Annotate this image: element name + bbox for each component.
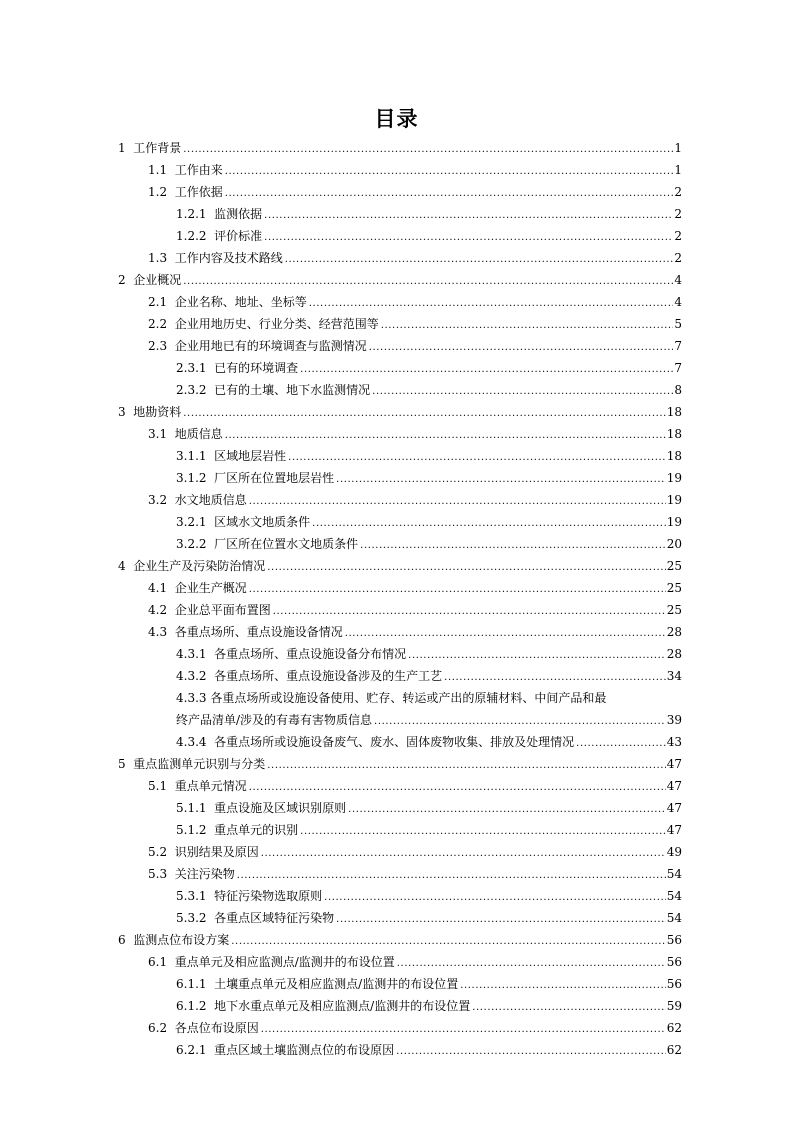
toc-entry-page: 47: [666, 779, 682, 793]
toc-entry-page: 1: [674, 141, 682, 155]
toc-entry-page: 62: [666, 1021, 682, 1035]
toc-entry-page: 7: [674, 339, 682, 353]
toc-entry-page: 5: [674, 317, 682, 331]
toc-entry[interactable]: [118, 757, 682, 773]
toc-entry-label: 1.2.2 评价标准: [176, 229, 263, 243]
toc-entry-label: 2.1 企业名称、地址、坐标等: [148, 295, 307, 309]
toc-entry-label: 5.2 识别结果及原因: [148, 845, 259, 859]
toc-entry[interactable]: [176, 515, 682, 531]
toc-entry-page: 47: [666, 801, 682, 815]
toc-entry-label: 6.1 重点单元及相应监测点/监测井的布设位置: [148, 955, 395, 969]
toc-entry[interactable]: [176, 449, 682, 465]
toc-entry-page: 18: [666, 427, 682, 441]
toc-entry-label: 1.1 工作由来: [148, 163, 223, 177]
toc-entry[interactable]: [176, 801, 682, 817]
toc-entry-label: 3.2.2 厂区所在位置水文地质条件: [176, 537, 359, 551]
toc-entry-page: 7: [674, 361, 682, 375]
toc-entry-label: 终产品清单/涉及的有毒有害物质信息: [176, 713, 373, 727]
toc-entry-label-line1[interactable]: 4.3.3 各重点场所或设施设备使用、贮存、转运或产出的原辅材料、中间产品和最: [176, 691, 607, 705]
toc-entry[interactable]: [176, 735, 682, 751]
toc-entry-page: 28: [666, 647, 682, 661]
toc-entry-page: 2: [674, 229, 682, 243]
toc-entry-label: 5.1.1 重点设施及区域识别原则: [176, 801, 347, 815]
toc-entry-label: 6.2.1 重点区域土壤监测点位的布设原因: [176, 1043, 395, 1057]
toc-entry-page: 4: [674, 273, 682, 287]
toc-entry[interactable]: [176, 647, 682, 663]
toc-entry-label: 6.1.1 土壤重点单元及相应监测点/监测井的布设位置: [176, 977, 459, 991]
toc-entry[interactable]: [148, 163, 682, 179]
toc-entry[interactable]: [176, 713, 682, 729]
toc-entry-page: 25: [666, 581, 682, 595]
toc-entry[interactable]: [176, 1043, 682, 1059]
toc-entry-page: 54: [666, 867, 682, 881]
toc-entry-label: 5 重点监测单元识别与分类: [118, 757, 266, 771]
toc-entry[interactable]: [118, 559, 682, 575]
toc-entry[interactable]: [148, 427, 682, 443]
toc-entry-page: 39: [666, 713, 682, 727]
toc-entry-page: 18: [666, 449, 682, 463]
toc-entry-label: 4.2 企业总平面布置图: [148, 603, 271, 617]
toc-entry[interactable]: [148, 581, 682, 597]
toc-entry-label: 2.3.1 已有的环境调查: [176, 361, 299, 375]
toc-entry-label: 1 工作背景: [118, 141, 182, 155]
toc-entry-page: 2: [674, 251, 682, 265]
toc-entry-page: 54: [666, 889, 682, 903]
toc-entry[interactable]: [148, 955, 682, 971]
toc-entry[interactable]: [176, 823, 682, 839]
toc-entry-page: 62: [666, 1043, 682, 1057]
toc-entry-label: 6.1.2 地下水重点单元及相应监测点/监测井的布设位置: [176, 999, 471, 1013]
toc-entry[interactable]: [148, 625, 682, 641]
toc-entry-label: 3.2.1 区域水文地质条件: [176, 515, 311, 529]
toc-entry[interactable]: [176, 229, 682, 245]
toc-entry[interactable]: [148, 493, 682, 509]
toc-entry-label: 1.3 工作内容及技术路线: [148, 251, 283, 265]
toc-entry-label: 5.3 关注污染物: [148, 867, 235, 881]
toc-entry-label: 4.3.1 各重点场所、重点设施设备分布情况: [176, 647, 407, 661]
toc-entry[interactable]: [176, 911, 682, 927]
toc-entry-page: 28: [666, 625, 682, 639]
toc-entry[interactable]: [148, 867, 682, 883]
toc-entry-label: 5.3.1 特征污染物选取原则: [176, 889, 323, 903]
toc-entry-page: 47: [666, 823, 682, 837]
toc-entry-page: 20: [666, 537, 682, 551]
toc-entry[interactable]: [148, 317, 682, 333]
toc-entry[interactable]: [176, 889, 682, 905]
toc-entry-page: 25: [666, 559, 682, 573]
toc-entry-label: 4.3 各重点场所、重点设施设备情况: [148, 625, 343, 639]
toc-entry-label: 4.3.2 各重点场所、重点设施设备涉及的生产工艺: [176, 669, 443, 683]
toc-entry-page: 1: [674, 163, 682, 177]
toc-entry-page: 47: [666, 757, 682, 771]
toc-entry-label: 5.1.2 重点单元的识别: [176, 823, 299, 837]
toc-entry[interactable]: [176, 207, 682, 223]
toc-entry-label: 6 监测点位布设方案: [118, 933, 230, 947]
toc-entry-page: 19: [666, 515, 682, 529]
toc-entry-label: 4.1 企业生产概况: [148, 581, 247, 595]
toc-entry-page: 2: [674, 207, 682, 221]
toc-entry-label: 3 地勘资料: [118, 405, 182, 419]
toc-entry[interactable]: [148, 185, 682, 201]
toc-entry-label: 3.1.2 厂区所在位置地层岩性: [176, 471, 335, 485]
toc-entry-label: 2.2 企业用地历史、行业分类、经营范围等: [148, 317, 379, 331]
toc-entry-page: 54: [666, 911, 682, 925]
toc-entry-label: 3.1.1 区域地层岩性: [176, 449, 287, 463]
toc-entry-page: 34: [666, 669, 682, 683]
toc-entry-label: 2.3 企业用地已有的环境调查与监测情况: [148, 339, 367, 353]
toc-entry-label: 2.3.2 已有的土壤、地下水监测情况: [176, 383, 371, 397]
toc-entry[interactable]: [118, 405, 682, 421]
toc-entry[interactable]: [176, 669, 682, 685]
toc-entry[interactable]: [148, 339, 682, 355]
toc-entry[interactable]: [148, 779, 682, 795]
toc-entry-label: 5.1 重点单元情况: [148, 779, 247, 793]
toc-entry[interactable]: [176, 537, 682, 553]
toc-entry-label: 5.3.2 各重点区域特征污染物: [176, 911, 335, 925]
toc-entry-page: 25: [666, 603, 682, 617]
toc-entry-label: 4 企业生产及污染防治情况: [118, 559, 266, 573]
toc-entry[interactable]: [148, 295, 682, 311]
toc-entry-label: 6.2 各点位布设原因: [148, 1021, 259, 1035]
toc-entry-page: 18: [666, 405, 682, 419]
toc-entry-label: 3.2 水文地质信息: [148, 493, 247, 507]
toc-entry-page: 2: [674, 185, 682, 199]
toc-entry[interactable]: [148, 603, 682, 619]
toc-entry-label: 4.3.4 各重点场所或设施设备废气、废水、固体废物收集、排放及处理情况: [176, 735, 575, 749]
toc-entry-page: 49: [666, 845, 682, 859]
toc-entry-page: 56: [666, 977, 682, 991]
toc-entry[interactable]: [118, 273, 682, 289]
toc-entry-label: 1.2 工作依据: [148, 185, 223, 199]
toc-entry[interactable]: [176, 977, 682, 993]
toc-entry[interactable]: [118, 933, 682, 949]
toc-entry[interactable]: [148, 1021, 682, 1037]
page-title: 目录: [374, 107, 419, 131]
toc-entry[interactable]: [148, 251, 682, 267]
toc-entry-page: 56: [666, 955, 682, 969]
toc-entry-page: 43: [666, 735, 682, 749]
toc-entry[interactable]: [176, 471, 682, 487]
toc-entry-page: 19: [666, 471, 682, 485]
toc-entry[interactable]: [176, 999, 682, 1015]
toc-entry[interactable]: [176, 383, 682, 399]
toc-entry[interactable]: [118, 141, 682, 157]
toc-entry-page: 4: [674, 295, 682, 309]
toc-entry-page: 59: [666, 999, 682, 1013]
toc-entry[interactable]: [176, 361, 682, 377]
toc-entry-page: 56: [666, 933, 682, 947]
toc-entry-label: 2 企业概况: [118, 273, 182, 287]
toc-entry-label: 1.2.1 监测依据: [176, 207, 263, 221]
toc-entry[interactable]: [148, 845, 682, 861]
toc-entry-label: 3.1 地质信息: [148, 427, 223, 441]
toc-entry-page: 8: [674, 383, 682, 397]
toc-entry-page: 19: [666, 493, 682, 507]
